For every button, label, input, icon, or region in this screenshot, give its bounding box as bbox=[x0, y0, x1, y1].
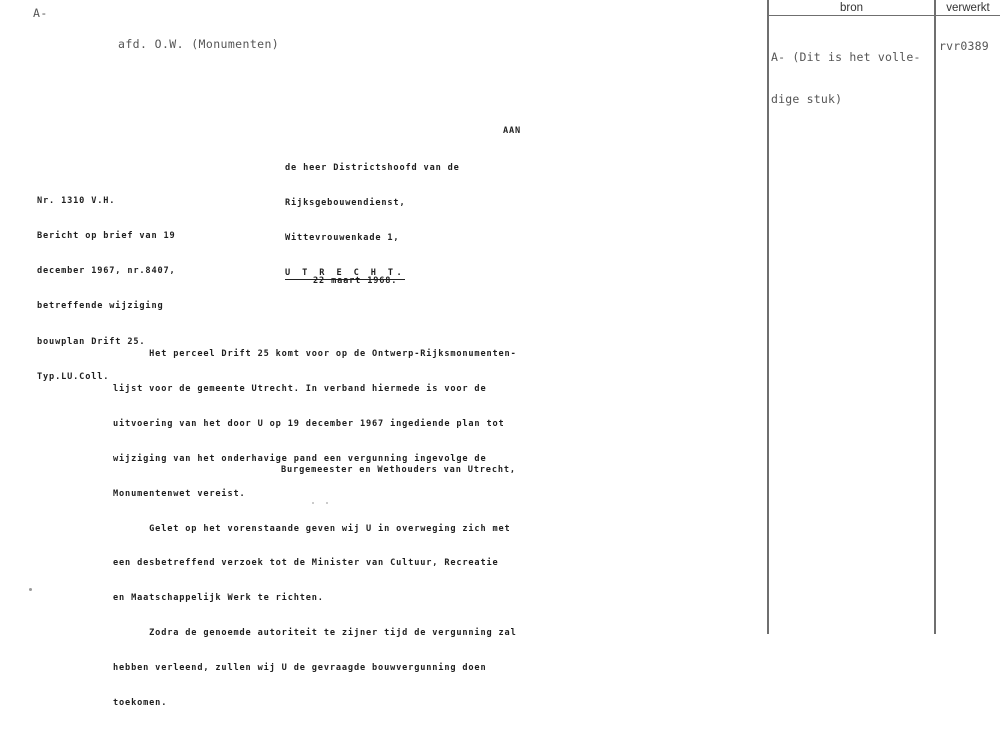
body-line: toekomen. bbox=[113, 697, 168, 708]
closing-signature-line: Burgemeester en Wethouders van Utrecht, bbox=[281, 465, 516, 475]
addressee-city-text: U T R E C H T. bbox=[285, 268, 406, 279]
addressee-line: de heer Districtshoofd van de bbox=[285, 163, 460, 174]
reference-line: betreffende wijziging bbox=[37, 301, 164, 312]
letter-date: 22 maart 1968. bbox=[313, 276, 398, 286]
reference-line: Typ.LU.Coll. bbox=[37, 371, 110, 382]
reference-line: Nr. 1310 V.H. bbox=[37, 196, 116, 207]
reference-line: bouwplan Drift 25. bbox=[37, 336, 146, 347]
body-line: Het perceel Drift 25 komt voor op de Ontwerp-Rijksmonumenten- bbox=[113, 349, 517, 360]
body-line: en Maatschappelijk Werk te richten. bbox=[113, 593, 324, 604]
bron-line: dige stuk) bbox=[771, 92, 843, 106]
scan-speck bbox=[29, 588, 32, 591]
reference-line: Bericht op brief van 19 bbox=[37, 231, 176, 242]
bron-value bbox=[771, 22, 921, 134]
body-line: hebben verleend, zullen wij U de gevraagde bouwvergunning doen bbox=[113, 663, 487, 674]
verwerkt-value: rvr0389 bbox=[939, 39, 989, 53]
body-line: uitvoering van het door U op 19 december 1967 ingediende plan tot bbox=[113, 418, 505, 429]
verwerkt-column-left-rule bbox=[934, 0, 936, 634]
letter-body bbox=[113, 326, 517, 733]
addressee-line: Wittevrouwenkade 1, bbox=[285, 233, 400, 244]
body-line: Zodra de genoemde autoriteit te zijner tijd de vergunning zal bbox=[113, 628, 517, 639]
bron-line: A- (Dit is het volle- bbox=[771, 50, 921, 64]
reference-line: december 1967, nr.8407, bbox=[37, 266, 176, 277]
bron-column-left-rule bbox=[767, 0, 769, 634]
addressee-line: Rijksgebouwendienst, bbox=[285, 198, 406, 209]
body-line: wijziging van het onderhavige pand een vergunning ingevolge de bbox=[113, 453, 487, 464]
corner-mark: A- bbox=[33, 6, 48, 20]
scan-speck bbox=[312, 502, 314, 504]
body-line: lijst voor de gemeente Utrecht. In verband hiermede is voor de bbox=[113, 384, 487, 395]
header-underline bbox=[767, 15, 1000, 16]
body-line: Gelet op het vorenstaande geven wij U in overweging zich met bbox=[113, 523, 511, 534]
body-line: een desbetreffend verzoek tot de Minister van Cultuur, Recreatie bbox=[113, 558, 499, 569]
bron-column-header: bron bbox=[839, 2, 864, 14]
body-line: Monumentenwet vereist. bbox=[113, 488, 246, 499]
department-line: afd. O.W. (Monumenten) bbox=[118, 37, 280, 51]
scan-speck bbox=[326, 502, 328, 504]
verwerkt-column-header: verwerkt bbox=[946, 2, 990, 14]
aan-label: AAN bbox=[503, 126, 522, 136]
